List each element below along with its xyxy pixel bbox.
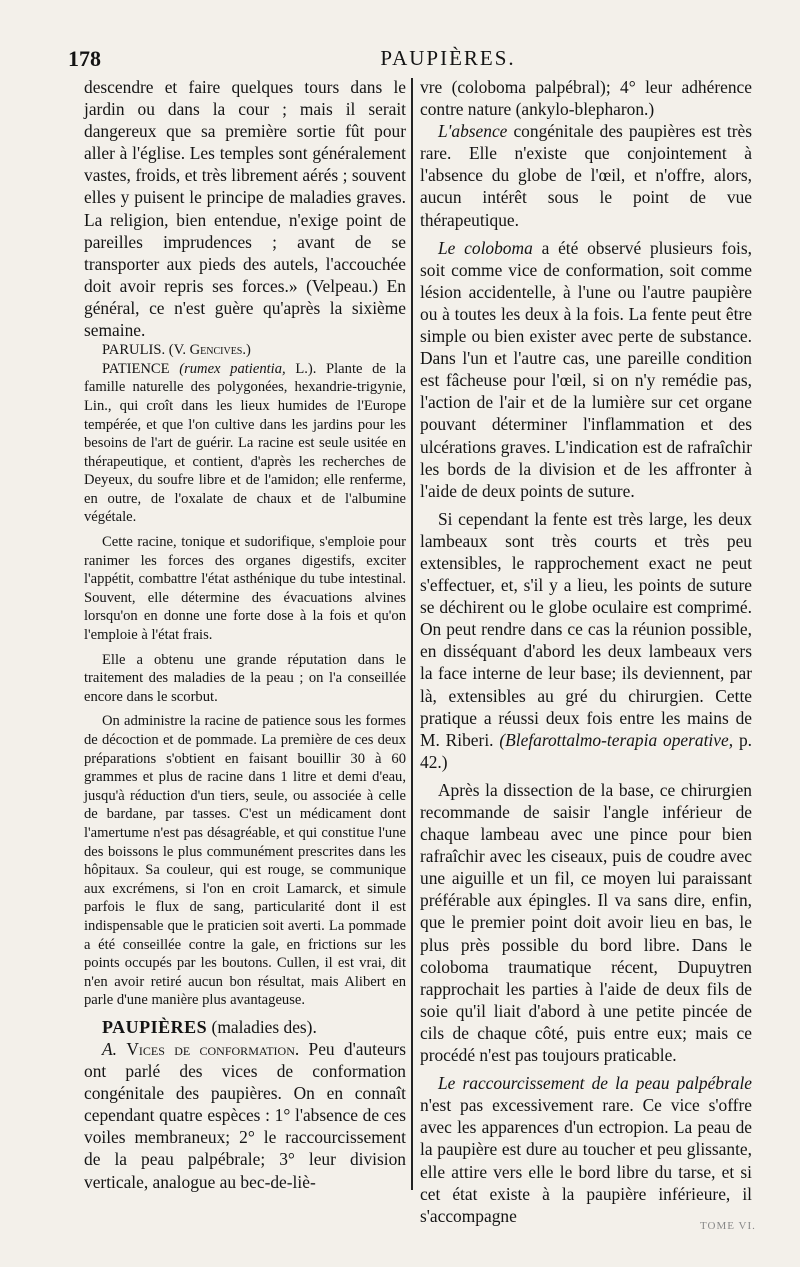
paragraph-coloboma: [420, 237, 752, 502]
term-raccourcissement: Le raccourcissement de la peau palpébrale: [438, 1073, 752, 1094]
running-title: PAUPIÈRES.: [380, 46, 516, 70]
paragraph-si-cependant: [420, 508, 752, 773]
paragraph-on-administre: On administre la racine de patience sous les formes de décoction et de pommade. La première de ces deux préparations s'obtient en faisant bouillir 30 à 60 grammes et plus de racine dans 1 litre et demi d'eau, jusqu'à réduction d'un tiers, seule, ou associée à celle de bardane, par tasses. C'est un médicament dont l'amertume n'est pas désagréable, et qui constitue l'une des boissons le plus communément prescrites dans les hôpitaux. Sa couleur, qui est rouge, se communique aux excrémens, si l'on en croit Lamarck, et simule parfois le flux de sang, particularité dont il est indispensable que le praticien soit averti. La pommade a été conseillée contre la gale, en frictions sur les points occupés par les boutons. Cullen, il est vrai, dit n'en avoir retiré aucun bon résultat, mais Alibert en parle d'une manière plus avantageuse.: [84, 713, 406, 1009]
term-coloboma: Le coloboma: [438, 237, 533, 258]
paragraph-absence: [420, 120, 752, 230]
text-raccourcissement: n'est pas excessivement rare. Ce vice s'offre avec les apparences d'un ectropion. La peau de la paupière est dure au toucher et peu glissante, elle attire vers elle le bord libre du tarse, et si cet état existe à la paupière inférieure, il s'accompagne: [420, 1095, 752, 1226]
paragraph-cette-racine: Cette racine, tonique et sudorifique, s'emploie pour ranimer les forces des organes digestifs, exciter l'appétit, combattre l'état asthénique du tube intestinal. Souvent, elle détermine des évacuations alvines lorsqu'on en donne une forte dose à la fois et qu'on l'emploie à l'état frais.: [84, 534, 406, 644]
paragraph-elle-a-obtenu: Elle a obtenu une grande réputation dans le traitement des maladies de la peau ; on l'a conseillée encore dans le scorbut.: [84, 651, 406, 705]
page-header: [68, 46, 768, 74]
citation-page: p. 42.): [420, 729, 752, 772]
cross-reference: (V. Gencives.): [168, 342, 251, 359]
entry-term-patience: PATIENCE: [102, 360, 170, 377]
entry-term-parulis: PARULIS.: [102, 342, 166, 359]
page-number: 178: [68, 46, 101, 71]
bleed-through-signature: TOME VI.: [700, 1220, 756, 1232]
section-title: Vices de conformation.: [126, 1039, 300, 1059]
section-vices: [84, 1038, 406, 1193]
text-si-cependant: Si cependant la fente est très large, les deux lambeaux sont très courts et très peu extensibles, le rapprochement exact ne peut s'effectuer, et, s'il y a lieu, les points de suture se déchirent ou le globe oculaire est comprimé. On peut rendre dans ce cas la réunion possible, en disséquant d'abord les deux lambeaux vers la face interne de leur base; ils deviennent, par là, extensibles au gré du chirurgien. Cette pratique a réussi deux fois entre les mains de M. Riberi.: [420, 508, 752, 750]
column-divider: [411, 78, 413, 1190]
paragraph-velpeau: descendre et faire quelques tours dans le jardin ou dans la cour ; mais il serait dangereux que sa première sortie fût pour aller à l'église. Les temples sont généralement vastes, froids, et très librement aérés ; souvent elles y puisent le principe de maladies graves. La religion, bien entendue, n'exige point de pareilles imprudences ; avant de se transporter aux pieds des autels, l'accouchée doit avoir repris ses forces.» (Velpeau.) En général, ce n'est guère qu'après la sixième semaine.: [84, 77, 406, 341]
paragraph-coloboma-continued: vre (coloboma palpébral); 4° leur adhérence contre nature (ankylo-blepharon.): [420, 77, 752, 120]
paragraph-apres: Après la dissection de la base, ce chirurgien recommande de saisir l'angle inférieur de chaque lambeau avec une pince pour bien rafraîchir avec les ciseaux, puis de coudre avec une aiguille et un fil, ce moyen lui paraissant préférable aux épingles. Il va sans dire, enfin, que le premier point doit avoir lieu en bas, le plus près possible du bord libre. Dans le coloboma traumatique récent, Dupuytren rapprochait les parties à l'aide de deux fils de soie qu'il liait d'abord à une petite pincée de cils de chaque côté, puis entre eux; mais ce procédé n'est pas toujours praticable.: [420, 779, 752, 1066]
entry-text-patience: L.). Plante de la famille naturelle des polygonées, hexandrie-trigynie, Lin., qui croît dans les lieux humides de l'Europe tempérée, et que l'on cultive dans les jardins pour les besoins de l'art de guérir. La racine est seule usitée en thérapeutique, et contient, d'après les recherches de Deyeux, du soufre libre et de l'amidon; elle renferme, en outre, de l'oxalate de chaux et de l'albumine végétale.: [84, 360, 407, 526]
entry-term-paupieres: PAUPIÈRES: [102, 1016, 208, 1037]
latin-name: (rumex patientia,: [179, 360, 286, 377]
section-text: Peu d'auteurs ont parlé des vices de conformation congénitale des paupières. On en connaît cependant quatre espèces : 1° l'absence de ces voiles membraneux; 2° le raccourcissement de la peau palpébrale; 3° leur division verticale, analogue au bec-de-liè-: [84, 1039, 406, 1192]
paragraph-raccourcissement: [420, 1072, 752, 1227]
text-absence: congénitale des paupières est très rare. Elle n'existe que conjointement à l'absence du globe de l'œil, et n'offre, alors, aucun intérêt sous le point de vue thérapeutique.: [420, 121, 752, 230]
citation-title: (Blefarottalmo-terapia operative,: [499, 729, 734, 750]
entry-paupieres: [84, 1016, 406, 1038]
section-letter: A.: [102, 1039, 117, 1059]
entry-parulis: [84, 341, 406, 360]
text-coloboma: a été observé plusieurs fois, soit comme vice de conformation, soit comme lésion accidentelle, à l'une ou l'autre paupière ou à toutes les deux à la fois. La fente peut être simple ou bien exister avec perte de substance. Dans l'un et l'autre cas, une pareille condition est fâcheuse pour l'œil, si on n'y remédie pas, l'action de l'air et de la lumière sur cet organe pouvant déterminer l'inflammation et des ulcérations graves. L'indication est de rafraîchir les bords de la division et de les affronter à l'aide de deux points de suture.: [420, 237, 752, 501]
left-column: [84, 76, 406, 1193]
right-column: [420, 76, 752, 1227]
term-absence: L'absence: [438, 121, 508, 142]
entry-qualifier: (maladies des).: [211, 1016, 317, 1037]
entry-patience: [84, 360, 406, 527]
